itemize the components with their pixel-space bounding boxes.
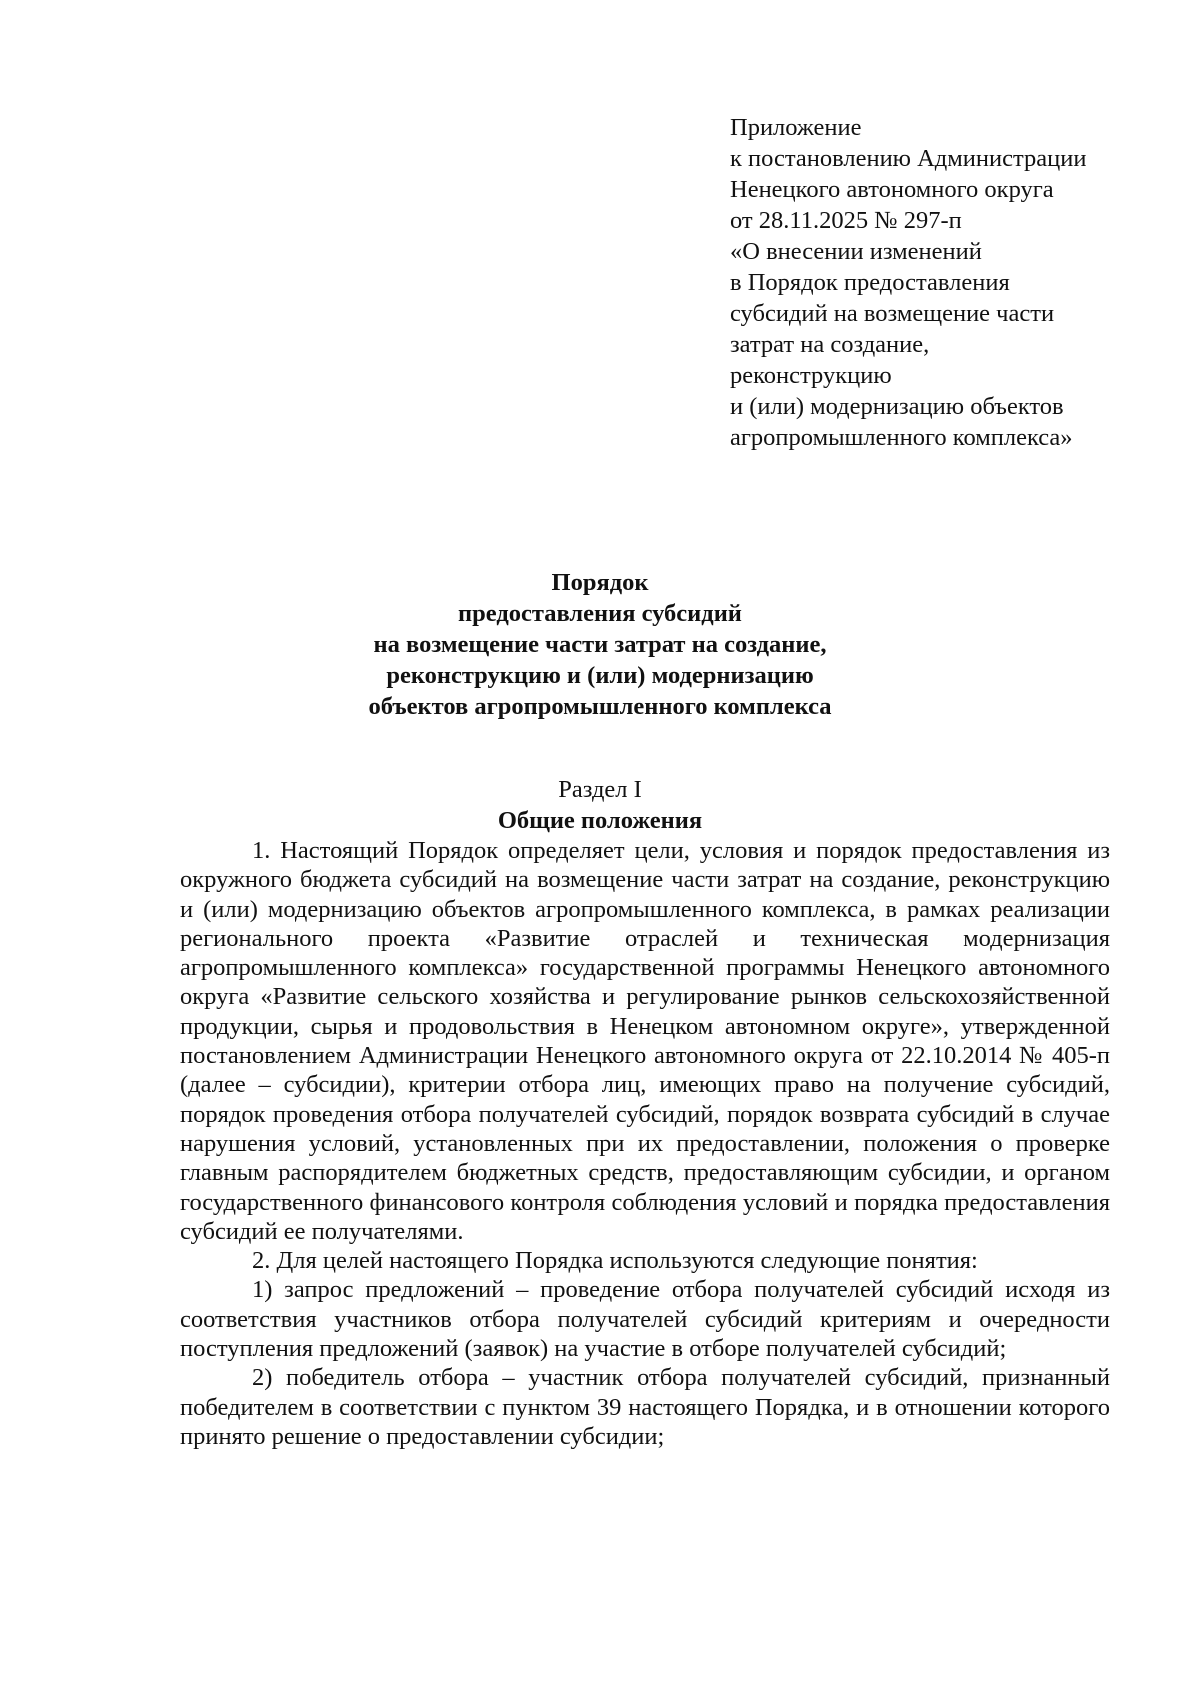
section-heading <box>0 774 1200 836</box>
paragraph: 1. Настоящий Порядок определяет цели, условия и порядок предоставления из окружного бюджета субсидий на возмещение части затрат на создание, реконструкцию и (или) модернизацию объектов агропромышленного комплекса, в рамках реализации регионального проекта «Развитие отраслей и техническая модернизация агропромышленного комплекса» государственной программы Ненецкого автономного округа «Развитие сельского хозяйства и регулирование рынков сельскохозяйственной продукции, сырья и продовольствия в Ненецком автономном округе», утвержденной постановлением Администрации Ненецкого автономного округа от 22.10.2014 № 405-п (далее – субсидии), критерии отбора лиц, имеющих право на получение субсидий, порядок проведения отбора получателей субсидий, порядок возврата субсидий в случае нарушения условий, установленных при их предоставлении, положения о проверке главным распорядителем бюджетных средств, предоставляющим субсидии, и органом государственного финансового контроля соблюдения условий и порядка предоставления субсидий ее получателями. <box>180 837 1110 1245</box>
title-line: на возмещение части затрат на создание, <box>373 631 827 658</box>
appendix-line: реконструкцию <box>730 362 892 389</box>
paragraph: 2. Для целей настоящего Порядка используются следующие понятия: <box>252 1247 978 1275</box>
appendix-line: Ненецкого автономного округа <box>730 176 1054 203</box>
appendix-line: и (или) модернизацию объектов <box>730 393 1064 420</box>
title-line: предоставления субсидий <box>458 600 742 627</box>
section-number: Раздел I <box>558 776 642 803</box>
section-name: Общие положения <box>497 807 703 834</box>
title-line: Порядок <box>551 569 649 596</box>
paragraph: 1) запрос предложений – проведение отбора получателей субсидий исходя из соответствия участников отбора получателей субсидий критериям и очередности поступления предложений (заявок) на участие в отборе получателей субсидий; <box>180 1276 1110 1363</box>
document-body <box>180 836 1110 1451</box>
title-line: объектов агропромышленного комплекса <box>368 693 832 720</box>
appendix-line: от 28.11.2025 № 297-п <box>730 207 962 234</box>
appendix-line: агропромышленного комплекса» <box>730 424 1073 451</box>
paragraph: 2) победитель отбора – участник отбора получателей субсидий, признанный победителем в соответствии с пунктом 39 настоящего Порядка, и в отношении которого принято решение о предоставлении субсидии; <box>180 1364 1110 1450</box>
appendix-line: субсидий на возмещение части <box>730 300 1055 327</box>
title-line: реконструкцию и (или) модернизацию <box>386 662 814 689</box>
appendix-line: к постановлению Администрации <box>730 145 1087 172</box>
appendix-line: Приложение <box>730 114 862 141</box>
appendix-line: затрат на создание, <box>730 331 930 358</box>
appendix-line: «О внесении изменений <box>730 238 982 265</box>
document-title <box>0 567 1200 722</box>
appendix-header <box>730 112 1170 453</box>
appendix-line: в Порядок предоставления <box>730 269 1010 296</box>
